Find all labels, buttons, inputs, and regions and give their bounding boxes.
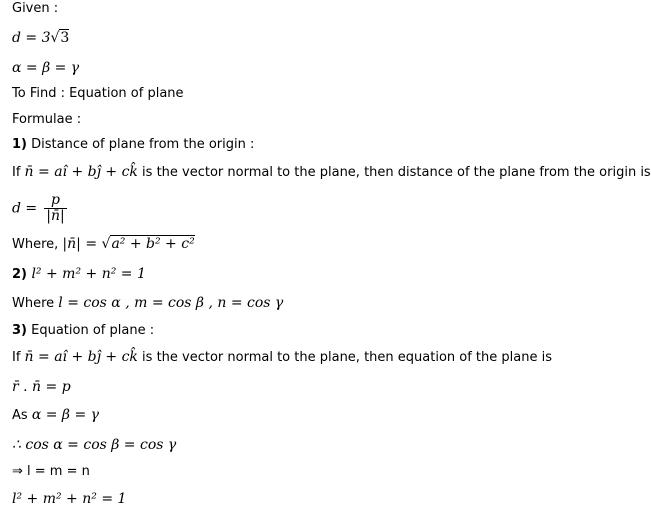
angles-equation: α = β = γ [12, 60, 80, 76]
formula-1-title: Distance of plane from the origin : [27, 137, 255, 152]
formula-3-number: 3) [12, 323, 27, 338]
final-equation-text: l² + m² + n² = 1 [12, 491, 127, 507]
direction-cosines: l = cos α , m = cos β , n = cos γ [58, 295, 284, 311]
fraction-numerator: p [44, 193, 66, 209]
formula-3-statement [12, 349, 552, 366]
modulus-lhs: |n̄| = [62, 236, 102, 252]
as-equation: α = β = γ [31, 407, 99, 423]
normal-vector: n̄ = aî + bĵ + ck̂ [24, 349, 138, 365]
statement-text: is the vector normal to the plane, then distance of the plane from the origin is [137, 165, 651, 180]
therefore-line [12, 437, 176, 454]
formulae-label: Formulae : [12, 112, 82, 127]
given-angles [12, 60, 79, 77]
if-label: If [12, 165, 25, 180]
where-label: Where, [12, 237, 63, 252]
as-label: As [12, 408, 32, 423]
therefore-equation: ∴ cos α = cos β = cos γ [12, 437, 177, 453]
given-label: Given : [12, 1, 59, 16]
normal-vector: n̄ = aî + bĵ + ck̂ [24, 164, 138, 180]
statement-text: is the vector normal to the plane, then equation of the plane is [137, 350, 552, 365]
formula-3-title: Equation of plane : [27, 323, 155, 338]
plane-equation-text: r̄ . n̄ = p [12, 379, 71, 395]
final-equation [12, 491, 126, 508]
formula-2 [12, 266, 146, 283]
sqrt-sign: √ [50, 30, 60, 46]
where-modulus [12, 236, 195, 253]
formula-1-heading [12, 137, 254, 153]
formula-2-number: 2) [12, 267, 27, 282]
as-line [12, 407, 99, 424]
formula-2-equation: l² + m² + n² = 1 [27, 266, 146, 282]
fraction [44, 193, 66, 224]
to-find: To Find : Equation of plane [12, 86, 184, 101]
fraction-denominator: |n̄| [46, 208, 65, 224]
radicand: 3 [60, 30, 70, 46]
formula-1-statement [12, 164, 651, 181]
where-label: Where [12, 296, 59, 311]
formula-2-where [12, 295, 283, 312]
formula-3-heading [12, 323, 154, 339]
given-distance [12, 30, 69, 47]
plane-equation [12, 379, 71, 396]
formula-1-number: 1) [12, 137, 27, 152]
distance-lhs: d = [12, 200, 38, 217]
sqrt-sign: √ [101, 236, 111, 252]
implies-line: ⇒ l = m = n [12, 464, 90, 479]
distance-equation: d = 3 [12, 30, 51, 46]
radicand: a² + b² + c² [111, 236, 195, 252]
if-label: If [12, 350, 25, 365]
distance-formula [12, 193, 67, 224]
